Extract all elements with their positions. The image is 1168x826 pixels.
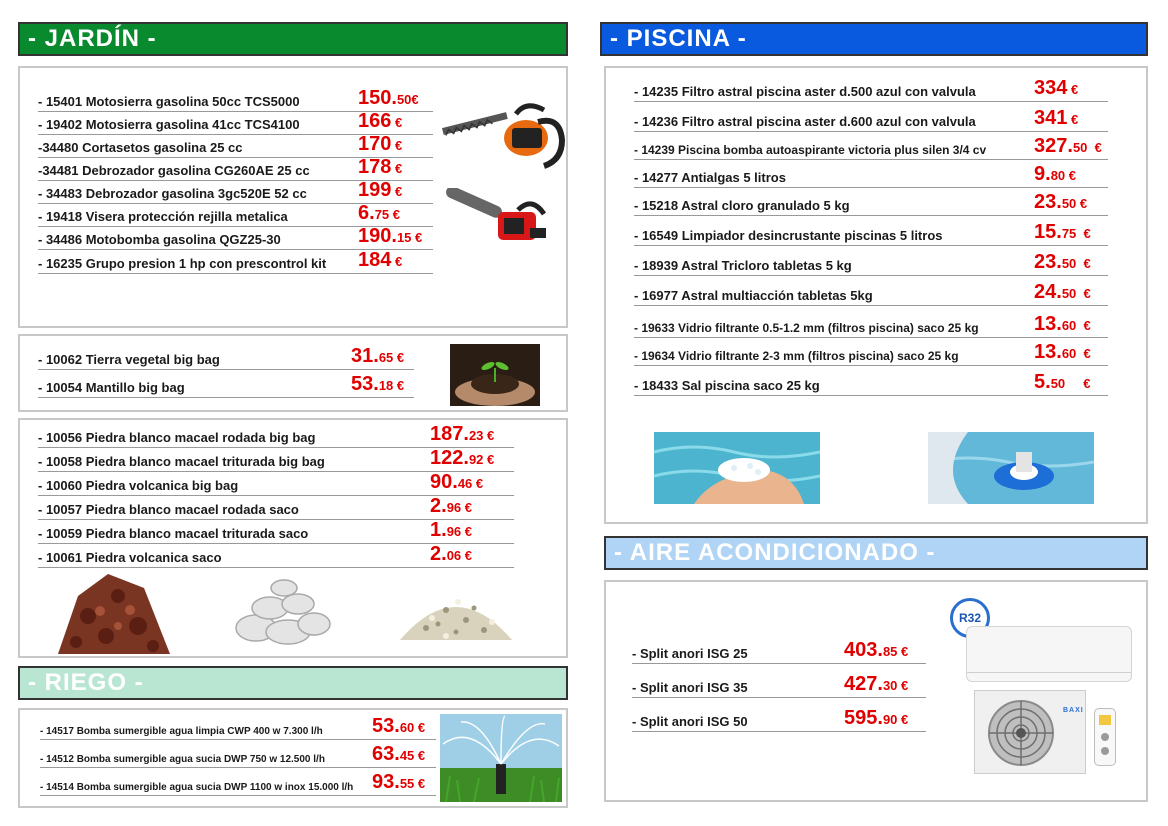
price-integer: 53.	[351, 373, 379, 395]
price-integer: 93.	[372, 771, 400, 793]
jardin-tool-label: -34481 Debrozador gasolina CG260AE 25 cc	[38, 163, 310, 178]
riego-item-row	[40, 743, 436, 768]
price-integer: 595.	[844, 707, 883, 729]
aire-item-row	[632, 639, 926, 664]
piscina-item-row	[634, 341, 1108, 366]
jardin-stone-price	[430, 448, 494, 470]
plant-in-hands-image	[450, 344, 540, 406]
jardin-tool-price	[358, 180, 402, 202]
price-decimal: 23 €	[468, 428, 495, 443]
riego-item-row	[40, 771, 436, 796]
price-integer: 122.	[430, 447, 469, 469]
jardin-tool-label: - 15401 Motosierra gasolina 50cc TCS5000	[38, 94, 300, 109]
piscina-item-row	[634, 371, 1108, 396]
piscina-item-label: - 16977 Astral multiacción tabletas 5kg	[634, 288, 873, 303]
price-integer: 327.	[1034, 135, 1073, 157]
aire-item-price	[844, 640, 908, 662]
price-integer: 53.	[372, 715, 400, 737]
price-integer: 184	[358, 249, 392, 271]
jardin-stone-row	[38, 471, 514, 496]
aire-item-label: - Split anori ISG 50	[632, 714, 748, 729]
white-crushed-stone-image	[396, 580, 516, 644]
jardin-stone-label: - 10056 Piedra blanco macael rodada big bag	[38, 430, 316, 445]
jardin-stone-price	[430, 472, 483, 494]
jardin-soil-price	[351, 346, 404, 368]
price-decimal: 75 €	[374, 207, 400, 222]
price-decimal: 50 €	[1050, 376, 1091, 391]
pool-dispenser-image	[928, 432, 1094, 504]
jardin-stone-price	[430, 424, 494, 446]
white-rounded-stone-image	[226, 570, 336, 650]
jardin-stone-row	[38, 447, 514, 472]
outdoor-ac-unit-image	[974, 690, 1086, 774]
price-decimal: 60 €	[1061, 318, 1091, 333]
price-decimal: 92 €	[468, 452, 495, 467]
piscina-item-price	[1034, 78, 1078, 100]
price-decimal: €	[1067, 82, 1079, 97]
riego-box	[18, 708, 568, 808]
pool-salt-image	[654, 432, 820, 504]
price-decimal: 50 €	[1061, 286, 1091, 301]
price-decimal: 46 €	[457, 476, 484, 491]
sprinkler-image	[440, 714, 562, 802]
jardin-stone-label: - 10060 Piedra volcanica big bag	[38, 478, 239, 493]
price-integer: 166	[358, 110, 392, 132]
price-decimal: 50 €	[1061, 256, 1091, 271]
aire-item-label: - Split anori ISG 25	[632, 646, 748, 661]
piscina-item-row	[634, 135, 1108, 160]
jardin-header: - JARDÍN -	[18, 22, 568, 56]
jardin-stone-price	[430, 544, 472, 566]
piscina-header: - PISCINA -	[600, 22, 1148, 56]
jardin-soil-row	[38, 345, 414, 370]
price-decimal: 50€	[396, 92, 419, 107]
aire-box	[604, 580, 1148, 802]
price-decimal: €	[391, 254, 403, 269]
price-integer: 170	[358, 133, 392, 155]
jardin-tool-price	[358, 250, 402, 272]
aire-item-price	[844, 708, 908, 730]
price-decimal: 96 €	[446, 524, 472, 539]
riego-item-label: - 14514 Bomba sumergible agua sucia DWP 1100 w inox 15.000 l/h	[40, 782, 354, 793]
price-integer: 15.	[1034, 221, 1062, 243]
piscina-item-row	[634, 221, 1108, 246]
price-decimal: €	[391, 138, 403, 153]
piscina-item-price	[1034, 164, 1076, 186]
price-integer: 2.	[430, 543, 447, 565]
jardin-stone-row	[38, 495, 514, 520]
jardin-tool-row	[38, 156, 433, 181]
price-integer: 178	[358, 156, 392, 178]
jardin-tool-row	[38, 133, 433, 158]
jardin-stones-box	[18, 418, 568, 658]
price-decimal: 45 €	[399, 748, 426, 763]
price-decimal: 50 €	[1061, 196, 1088, 211]
jardin-tool-label: - 34486 Motobomba gasolina QGZ25-30	[38, 232, 281, 247]
price-decimal: 50 €	[1072, 140, 1102, 155]
piscina-item-label: - 14277 Antialgas 5 litros	[634, 170, 786, 185]
jardin-stone-row	[38, 423, 514, 448]
aire-item-row	[632, 707, 926, 732]
jardin-tool-price	[358, 157, 402, 179]
price-integer: 63.	[372, 743, 400, 765]
riego-item-row	[40, 715, 436, 740]
jardin-stone-label: - 10061 Piedra volcanica saco	[38, 550, 222, 565]
piscina-item-label: - 14235 Filtro astral piscina aster d.500 azul con valvula	[634, 84, 976, 99]
piscina-item-price	[1034, 372, 1090, 394]
jardin-tool-row	[38, 249, 433, 274]
price-integer: 403.	[844, 639, 883, 661]
price-integer: 24.	[1034, 281, 1062, 303]
piscina-item-row	[634, 251, 1108, 276]
price-integer: 9.	[1034, 163, 1051, 185]
piscina-item-label: - 18939 Astral Tricloro tabletas 5 kg	[634, 258, 852, 273]
jardin-stone-row	[38, 543, 514, 568]
riego-item-label: - 14512 Bomba sumergible agua sucia DWP 750 w 12.500 l/h	[40, 754, 325, 765]
price-decimal: 15 €	[396, 230, 423, 245]
piscina-item-row	[634, 191, 1108, 216]
price-decimal: 18 €	[378, 378, 405, 393]
piscina-item-price	[1034, 108, 1078, 130]
piscina-item-row	[634, 281, 1108, 306]
price-decimal: €	[391, 161, 403, 176]
hedge-trimmer-image	[438, 94, 566, 174]
jardin-soil-box	[18, 334, 568, 412]
price-decimal: 30 €	[882, 678, 909, 693]
price-integer: 427.	[844, 673, 883, 695]
jardin-tool-label: - 34483 Debrozador gasolina 3gc520E 52 cc	[38, 186, 307, 201]
piscina-item-price	[1034, 342, 1091, 364]
piscina-item-label: - 15218 Astral cloro granulado 5 kg	[634, 198, 850, 213]
piscina-item-label: - 19634 Vidrio filtrante 2-3 mm (filtros piscina) saco 25 kg	[634, 349, 959, 363]
price-decimal: 96 €	[446, 500, 472, 515]
piscina-item-label: - 16549 Limpiador desincrustante piscinas 5 litros	[634, 228, 943, 243]
jardin-tool-row	[38, 202, 433, 227]
piscina-item-row	[634, 77, 1108, 102]
piscina-item-price	[1034, 192, 1087, 214]
riego-item-label: - 14517 Bomba sumergible agua limpia CWP 400 w 7.300 l/h	[40, 726, 323, 737]
riego-item-price	[372, 716, 425, 738]
jardin-stone-label: - 10058 Piedra blanco macael triturada big bag	[38, 454, 325, 469]
price-integer: 23.	[1034, 191, 1062, 213]
jardin-stone-price	[430, 496, 472, 518]
jardin-tool-label: - 16235 Grupo presion 1 hp con prescontrol kit	[38, 256, 327, 271]
price-integer: 13.	[1034, 313, 1062, 335]
jardin-tool-price	[358, 203, 400, 225]
price-integer: 150.	[358, 87, 397, 109]
jardin-tool-row	[38, 87, 433, 112]
jardin-tool-row	[38, 225, 433, 250]
price-integer: 334	[1034, 77, 1068, 99]
price-integer: 90.	[430, 471, 458, 493]
piscina-item-label: - 14239 Piscina bomba autoaspirante victoria plus silen 3/4 cv	[634, 143, 987, 157]
aire-header: - AIRE ACONDICIONADO -	[604, 536, 1148, 570]
indoor-ac-unit-image	[966, 626, 1132, 682]
piscina-item-price	[1034, 252, 1091, 274]
price-integer: 190.	[358, 225, 397, 247]
ac-brand-logo: BAXI	[1063, 707, 1084, 714]
jardin-tool-price	[358, 226, 422, 248]
piscina-item-row	[634, 107, 1108, 132]
price-decimal: 60 €	[399, 720, 426, 735]
aire-item-label: - Split anori ISG 35	[632, 680, 748, 695]
jardin-tool-row	[38, 179, 433, 204]
piscina-item-label: - 14236 Filtro astral piscina aster d.600 azul con valvula	[634, 114, 976, 129]
r32-badge-icon: R32	[950, 598, 990, 638]
piscina-item-row	[634, 163, 1108, 188]
piscina-box	[604, 66, 1148, 524]
price-integer: 199	[358, 179, 392, 201]
price-integer: 1.	[430, 519, 447, 541]
price-integer: 13.	[1034, 341, 1062, 363]
price-integer: 23.	[1034, 251, 1062, 273]
price-integer: 2.	[430, 495, 447, 517]
price-decimal: 06 €	[446, 548, 472, 563]
ac-remote-image	[1094, 708, 1116, 766]
price-decimal: €	[391, 115, 403, 130]
piscina-item-label: - 19633 Vidrio filtrante 0.5-1.2 mm (filtros piscina) saco 25 kg	[634, 321, 979, 335]
jardin-soil-price	[351, 374, 404, 396]
price-decimal: 90 €	[882, 712, 909, 727]
jardin-soil-label: - 10062 Tierra vegetal big bag	[38, 352, 220, 367]
jardin-tools-box	[18, 66, 568, 328]
chainsaw-image	[440, 188, 550, 252]
jardin-soil-label: - 10054 Mantillo big bag	[38, 380, 185, 395]
riego-header: - RIEGO -	[18, 666, 568, 700]
piscina-item-row	[634, 313, 1108, 338]
piscina-item-label: - 18433 Sal piscina saco 25 kg	[634, 378, 820, 393]
jardin-tool-price	[358, 134, 402, 156]
jardin-tool-row	[38, 110, 433, 135]
riego-item-price	[372, 744, 425, 766]
aire-item-price	[844, 674, 908, 696]
jardin-tool-price	[358, 111, 402, 133]
jardin-stone-row	[38, 519, 514, 544]
riego-item-price	[372, 772, 425, 794]
piscina-item-price	[1034, 282, 1091, 304]
jardin-stone-label: - 10057 Piedra blanco macael rodada saco	[38, 502, 299, 517]
jardin-soil-row	[38, 373, 414, 398]
price-decimal: 60 €	[1061, 346, 1091, 361]
price-decimal: 80 €	[1050, 168, 1076, 183]
piscina-item-price	[1034, 222, 1091, 244]
jardin-tool-label: - 19418 Visera protección rejilla metalica	[38, 209, 288, 224]
price-decimal: 85 €	[882, 644, 909, 659]
price-integer: 6.	[358, 202, 375, 224]
price-integer: 187.	[430, 423, 469, 445]
price-decimal: €	[391, 184, 403, 199]
price-decimal: 75 €	[1061, 226, 1091, 241]
piscina-item-price	[1034, 314, 1091, 336]
jardin-tool-price	[358, 88, 419, 110]
price-integer: 341	[1034, 107, 1068, 129]
price-decimal: 55 €	[399, 776, 426, 791]
price-decimal: 65 €	[378, 350, 405, 365]
price-decimal: €	[1067, 112, 1079, 127]
jardin-tool-label: - 19402 Motosierra gasolina 41cc TCS4100	[38, 117, 300, 132]
volcanic-stone-image	[48, 566, 178, 656]
jardin-tool-label: -34480 Cortasetos gasolina 25 cc	[38, 140, 243, 155]
jardin-stone-price	[430, 520, 472, 542]
jardin-stone-label: - 10059 Piedra blanco macael triturada saco	[38, 526, 309, 541]
price-integer: 31.	[351, 345, 379, 367]
piscina-item-price	[1034, 136, 1102, 158]
price-integer: 5.	[1034, 371, 1051, 393]
aire-item-row	[632, 673, 926, 698]
